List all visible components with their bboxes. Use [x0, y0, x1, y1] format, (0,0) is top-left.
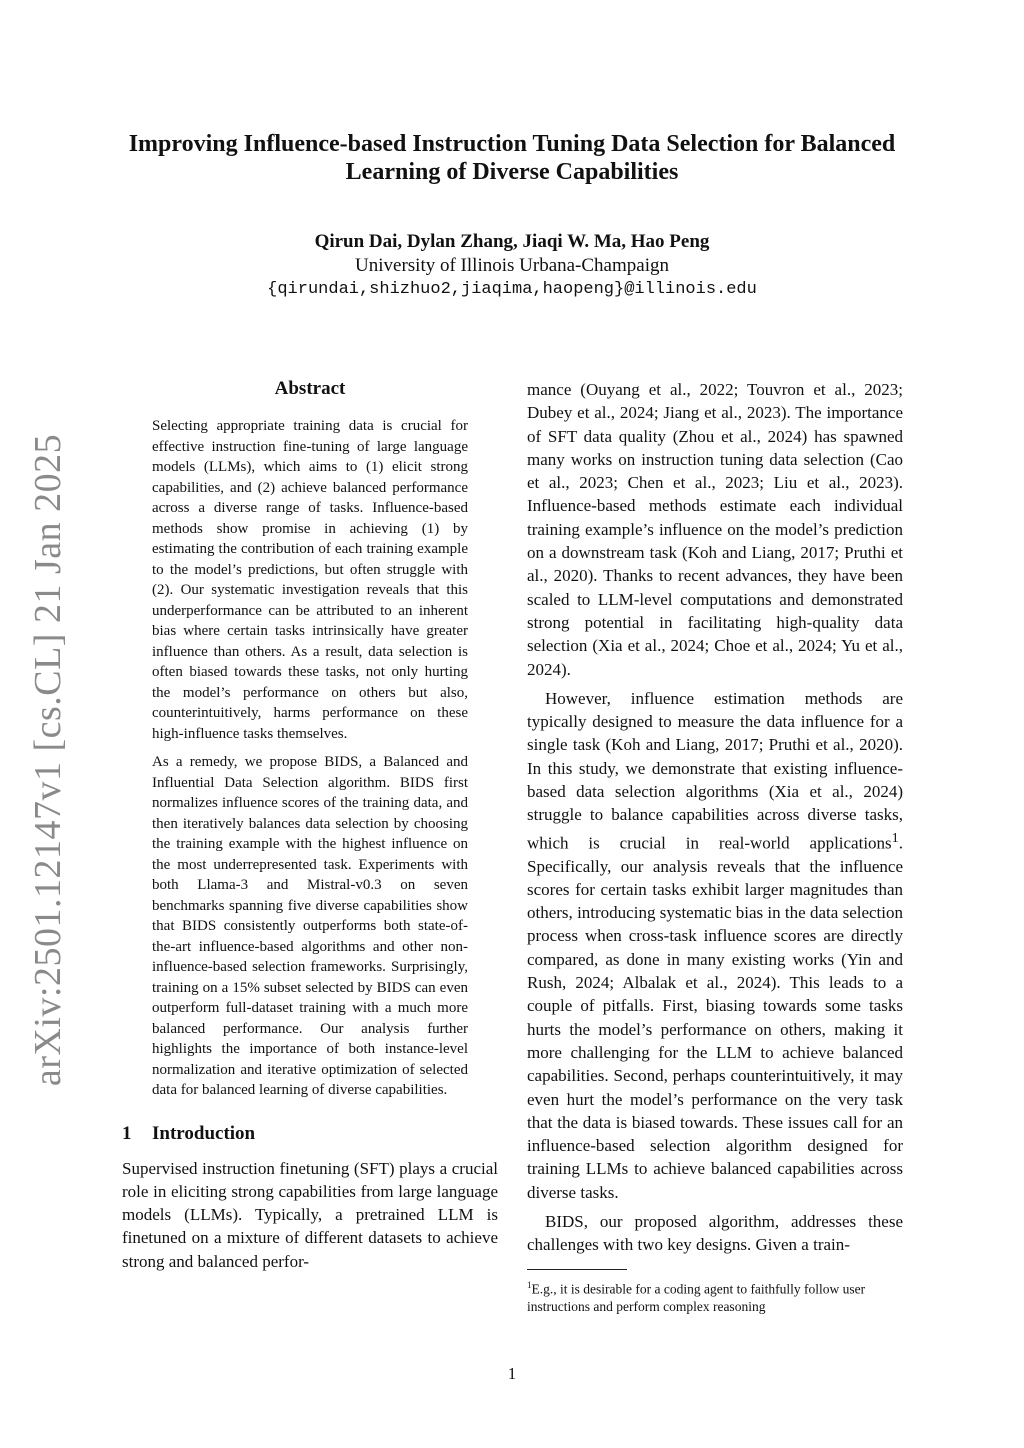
footnote-divider: [527, 1269, 627, 1270]
section-number: 1: [122, 1122, 132, 1144]
intro-paragraph-2-text: However, influence estimation methods are typically designed to measure the data influence for a single task (Koh and Liang, 2017; Pruthi et al., 2020). In this study, we demonstrate that existing influence-based data selection algorithms (Xia et al., 2024) struggle to balance capabilities across diverse tasks, which is crucial in real-world applications: [527, 688, 903, 853]
abstract-body: [122, 416, 498, 1101]
intro-paragraph-3: BIDS, our proposed algorithm, addresses these challenges with two key designs. Given a train-: [527, 1212, 903, 1255]
author-email: {qirundai,shizhuo2,jiaqima,haopeng}@illinois.edu: [267, 280, 757, 299]
intro-paragraph-2: [527, 687, 903, 1204]
intro-paragraph-1-start: Supervised instruction finetuning (SFT) plays a crucial role in eliciting strong capabilities from large language models (LLMs). Typically, a pretrained LLM is finetuned on a mixture of different datasets to achieve strong and balanced perfor-: [122, 1158, 498, 1271]
left-column: [122, 378, 498, 1279]
right-column: [527, 378, 903, 1316]
intro-paragraph-2-continued: . Specifically, our analysis reveals that the influence scores for certain tasks exhibit larger magnitudes than others, introducing systematic bias in the data selection process when cross-task influence scores are directly compared, as done in many existing works (Yin and Rush, 2024; Albalak et al., 2024). This leads to a couple of pitfalls. First, biasing towards some tasks hurts the model’s performance on others, making it more challenging for the LLM to achieve balanced capabilities. Second, perhaps counterintuitively, it may even hurt the model’s performance on the very task that the data is biased towards. These issues call for an influence-based selection algorithm designed for training LLMs to achieve balanced capabilities across diverse tasks.: [527, 833, 903, 1202]
page-number: 1: [507, 1364, 517, 1383]
title-line-1: Improving Influence-based Instruction Tuning Data Selection for Balanced: [128, 131, 896, 157]
footnote-text: E.g., it is desirable for a coding agent to faithfully follow user instructions and perform complex reasoning: [527, 1281, 866, 1315]
section-heading-introduction: [122, 1123, 498, 1145]
abstract-paragraph-2: As a remedy, we propose BIDS, a Balanced and Influential Data Selection algorithm. BIDS first normalizes influence scores of the training data, and then iteratively balances data selection by choosing the training example with the highest influence on the most underrepresented task. Experiments with both Llama-3 and Mistral-v0.3 on seven benchmarks spanning five diverse capabilities show that BIDS consistently outperforms both state-of-the-art influence-based algorithms and other non-influence-based selection frameworks. Surprisingly, training on a 15% subset selected by BIDS can even outperform full-dataset training with a much more balanced performance. Our analysis further highlights the importance of both instance-level normalization and iterative optimization of selected data for balanced learning of diverse capabilities.: [152, 754, 468, 1098]
paper-title: [110, 130, 914, 186]
footnote: [527, 1276, 903, 1317]
author-block: [110, 230, 914, 302]
title-line-2: Learning of Diverse Capabilities: [345, 159, 679, 185]
intro-paragraph-1-continued: mance (Ouyang et al., 2022; Touvron et al., 2023; Dubey et al., 2024; Jiang et al., 2023). The importance of SFT data quality (Zhou et al., 2024) has spawned many works on instruction tuning data selection (Cao et al., 2023; Chen et al., 2023; Liu et al., 2023). Influence-based methods estimate each individual training example’s influence on the model’s prediction on a downstream task (Koh and Liang, 2017; Pruthi et al., 2020). Thanks to recent advances, they have been scaled to LLM-level computations and demonstrated strong potential in facilitating high-quality data selection (Xia et al., 2024; Choe et al., 2024; Yu et al., 2024).: [527, 380, 903, 679]
footnote-number: 1: [527, 1279, 532, 1290]
footnote-marker: 1: [891, 829, 899, 846]
author-names: Qirun Dai, Dylan Zhang, Jiaqi W. Ma, Hao Peng: [314, 231, 710, 252]
abstract-heading: Abstract: [274, 378, 346, 399]
arxiv-side-stamp: [20, 433, 76, 1087]
abstract-paragraph-1: Selecting appropriate training data is crucial for effective instruction fine-tuning of large language models (LLMs), which aims to (1) elicit strong capabilities, and (2) achieve balanced performance across a diverse range of tasks. Influence-based methods show promise in achieving (1) by estimating the contribution of each training example to the model’s predictions, but often struggle with (2). Our systematic investigation reveals that this underperformance can be attributed to an inherent bias where certain tasks intrinsically have greater influence than others. As a result, data selection is often biased towards these tasks, not only hurting the model’s performance on others but also, counterintuitively, harms performance on these high-influence tasks themselves.: [152, 418, 468, 742]
arxiv-identifier: arXiv:2501.12147v1 [cs.CL] 21 Jan 2025: [27, 433, 70, 1087]
author-affiliation: University of Illinois Urbana-Champaign: [355, 255, 669, 276]
section-title-text: Introduction: [152, 1122, 256, 1144]
